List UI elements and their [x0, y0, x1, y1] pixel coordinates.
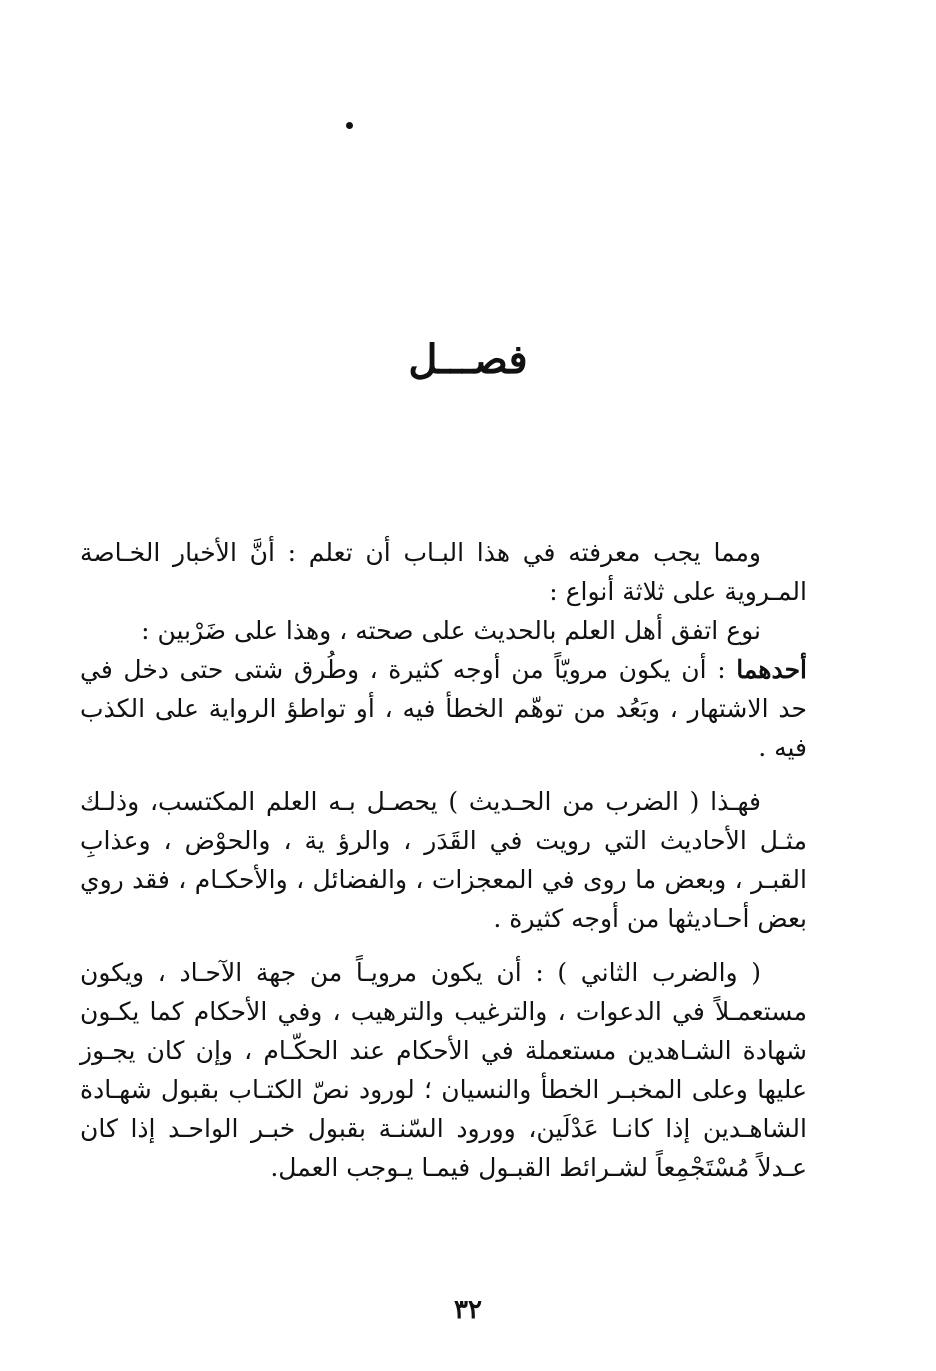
paragraph-intro — [80, 533, 807, 611]
paragraph-first-type — [80, 611, 807, 650]
body-text — [80, 533, 807, 1187]
paragraph-examples — [80, 782, 807, 938]
page-number: ٣٢ — [454, 1295, 482, 1325]
paragraph-first-kind — [80, 650, 807, 767]
ornament-dot — [346, 122, 353, 129]
paragraph-text: ( والضرب الثاني ) : أن يكون مرويـاً من جهة الآحـاد ، ويكون مستعمـلاً في الدعوات ، والترغيب والترهيب ، وفي الأحكام كما يكـون شهادة الشـاهدين مستعملة في الأحكام عند الحكّـام ، وإن كان يجـوز عليها وعلى المخبـر الخطأ والنسيان ؛ لورود نصّ الكتـاب بقبول شهـادة الشاهـدين إذا كانـا عَدْلَين، وورود السّنـة بقبول خبـر الواحـد إذا كان عـدلاً مُسْتَجْمِعاً لشـرائط القبـول فيمـا يـوجب العمل. — [80, 958, 807, 1182]
section-heading: فصـــل — [408, 336, 528, 383]
paragraph-second-kind — [80, 953, 807, 1187]
paragraph-text: نوع اتفق أهل العلم بالحديث على صحته ، وهذا على ضَرْبين : — [141, 616, 761, 645]
paragraph-text: : أن يكون مرويّاً من أوجه كثيرة ، وطُرق شتى حتى دخل في حد الاشتهار ، وبَعُد من توهّم الخطأ فيه ، أو تواطؤ الرواية على الكذب فيه . — [80, 655, 807, 762]
paragraph-text: ومما يجب معرفته في هذا البـاب أن تعلم : أنَّ الأخبار الخـاصة المـروية على ثلاثة أنواع : — [80, 538, 807, 606]
paragraph-text: فهـذا ( الضرب من الحـديث ) يحصـل بـه العلم المكتسب، وذلـك مثـل الأحاديث التي رويت في القَدَر ، والرؤ ية ، والحوْض ، وعذابِ القبـر ، وبعض ما روى في المعجزات ، والفضائل ، والأحكـام ، فقد روي بعض أحـاديثها من أوجه كثيرة . — [80, 787, 807, 933]
paragraph-lead-word: أحدهما — [736, 655, 807, 684]
